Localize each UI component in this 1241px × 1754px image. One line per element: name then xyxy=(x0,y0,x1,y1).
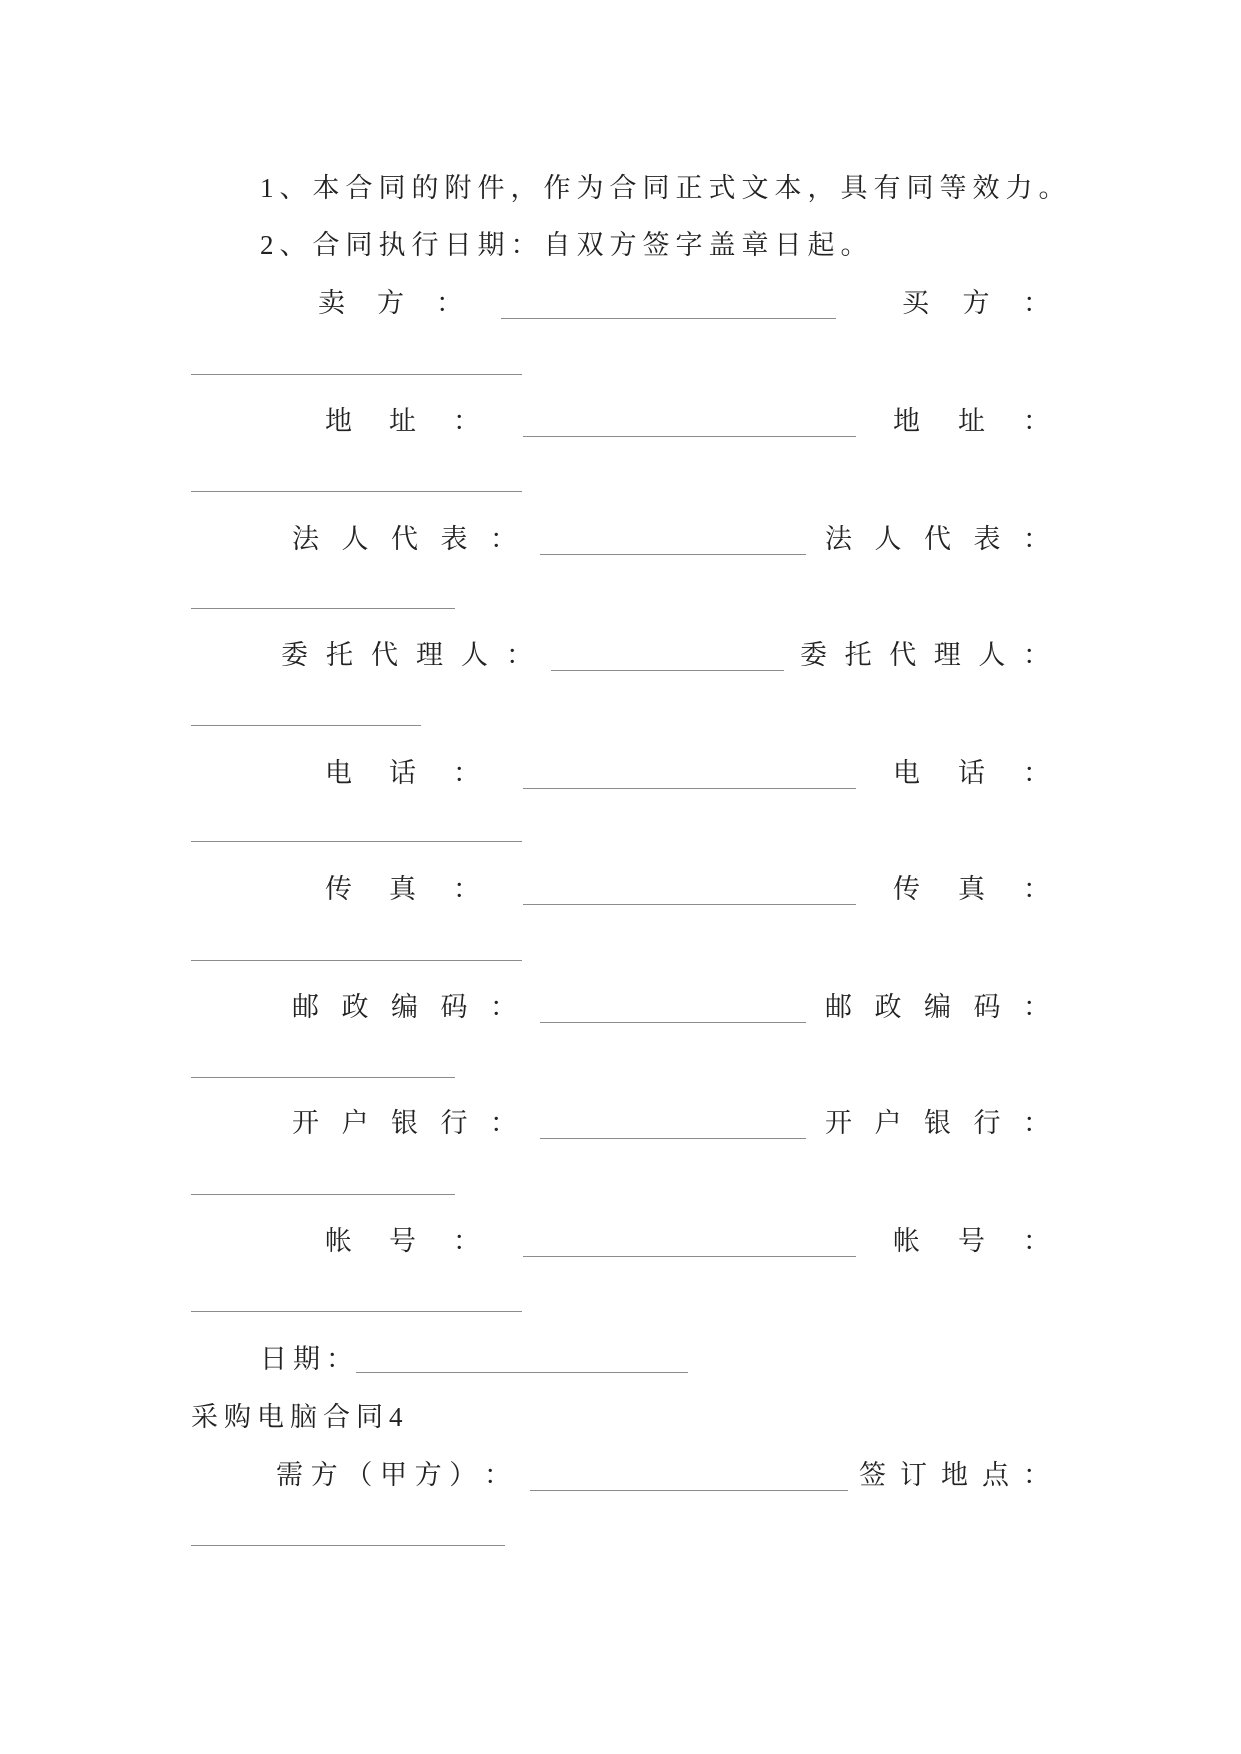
bank-row xyxy=(0,1105,1241,1141)
demander-row xyxy=(0,1457,1241,1493)
label-char: 人 xyxy=(978,640,1006,670)
label-char: 委 xyxy=(281,640,308,670)
label-char: 代 xyxy=(371,640,398,670)
label-char: 需 xyxy=(276,1460,303,1490)
label-char: 人 xyxy=(461,640,488,670)
label-char: 方 xyxy=(377,288,404,318)
phone-row xyxy=(0,755,1241,791)
label-char: 银 xyxy=(924,1108,951,1138)
label-char: ： xyxy=(1023,1108,1050,1138)
seller-legal-rep-blank xyxy=(540,554,806,555)
clause-1: 1、本合同的附件，作为合同正式文本，具有同等效力。 xyxy=(260,173,1072,203)
buyer-address-blank xyxy=(191,491,522,492)
label-char: ： xyxy=(490,992,517,1022)
label-char: 法 xyxy=(292,524,319,554)
label-char: 表 xyxy=(973,524,1001,554)
buyer-postcode-label xyxy=(825,989,1050,1025)
label-char: 址 xyxy=(389,406,416,436)
signing-place-label xyxy=(859,1457,1050,1493)
label-char: 号 xyxy=(389,1226,416,1256)
label-char: 点 xyxy=(982,1460,1009,1490)
label-char: 户 xyxy=(341,1108,369,1138)
label-char: 地 xyxy=(325,406,352,436)
label-char: ： xyxy=(490,524,517,554)
seller-agent-label xyxy=(281,637,533,673)
buyer-fax-label xyxy=(893,871,1050,907)
agent-row xyxy=(0,637,1241,673)
seller-name-blank xyxy=(501,318,836,319)
seller-address-blank xyxy=(523,436,856,437)
buyer-postcode-blank xyxy=(191,1077,455,1078)
label-char: 托 xyxy=(844,640,872,670)
label-char: 电 xyxy=(325,758,352,788)
label-char: 传 xyxy=(893,874,920,904)
label-char: ： xyxy=(1023,524,1050,554)
seller-fax-label xyxy=(325,871,480,907)
label-char: 码 xyxy=(973,992,1001,1022)
buyer-bank-label xyxy=(825,1105,1050,1141)
section-title: 采购电脑合同4 xyxy=(191,1402,409,1432)
label-char: ） xyxy=(449,1460,477,1490)
label-char: 委 xyxy=(800,640,827,670)
label-char: 编 xyxy=(924,992,951,1022)
fax-row xyxy=(0,871,1241,907)
label-char: 邮 xyxy=(825,992,852,1022)
buyer-phone-label xyxy=(893,755,1050,791)
buyer-address-label xyxy=(893,403,1050,439)
label-char: 政 xyxy=(341,992,369,1022)
label-char: 址 xyxy=(958,406,985,436)
buyer-name-blank xyxy=(191,374,522,375)
signing-place-blank xyxy=(191,1545,505,1546)
buyer-account-label xyxy=(893,1223,1050,1259)
label-char: 人 xyxy=(874,524,902,554)
seller-phone-label xyxy=(325,755,480,791)
label-char: ： xyxy=(506,640,533,670)
label-char: 开 xyxy=(825,1108,852,1138)
label-char: 法 xyxy=(825,524,852,554)
address-row xyxy=(0,403,1241,439)
label-char: 甲 xyxy=(379,1460,407,1490)
label-char: 理 xyxy=(416,640,443,670)
label-char: 话 xyxy=(389,758,416,788)
label-char: 方 xyxy=(310,1460,338,1490)
label-char: ： xyxy=(453,1226,480,1256)
label-char: 方 xyxy=(414,1460,442,1490)
postcode-row xyxy=(0,989,1241,1025)
label-char: 帐 xyxy=(325,1226,352,1256)
legal-rep-row xyxy=(0,521,1241,557)
buyer-legal-rep-blank xyxy=(191,608,455,609)
label-char: 人 xyxy=(341,524,369,554)
label-char: 政 xyxy=(874,992,902,1022)
label-char: 邮 xyxy=(292,992,319,1022)
label-char: ： xyxy=(1023,288,1050,318)
buyer-legal-rep-label xyxy=(825,521,1050,557)
label-char: ： xyxy=(1023,758,1050,788)
buyer-agent-label xyxy=(800,637,1050,673)
label-char: 方 xyxy=(962,288,990,318)
seller-account-label xyxy=(325,1223,480,1259)
buyer-bank-blank xyxy=(191,1194,455,1195)
label-char: 号 xyxy=(958,1226,985,1256)
label-char: 代 xyxy=(889,640,917,670)
label-char: 订 xyxy=(900,1460,927,1490)
label-char: 卖 xyxy=(318,288,345,318)
seller-address-label xyxy=(325,403,480,439)
demander-label xyxy=(276,1457,511,1493)
label-char: 签 xyxy=(859,1460,886,1490)
label-char: ： xyxy=(1023,406,1050,436)
label-char: 托 xyxy=(326,640,353,670)
seller-bank-blank xyxy=(540,1138,806,1139)
date-label: 日期： xyxy=(260,1344,359,1374)
label-char: 开 xyxy=(292,1108,319,1138)
buyer-name-label xyxy=(902,285,1050,321)
seller-legal-rep-label xyxy=(292,521,517,557)
label-char: ： xyxy=(1023,1226,1050,1256)
label-char: 银 xyxy=(391,1108,418,1138)
label-char: ： xyxy=(1022,640,1050,670)
label-char: ： xyxy=(453,874,480,904)
label-char: 真 xyxy=(389,874,416,904)
buyer-agent-blank xyxy=(191,725,421,726)
label-char: ： xyxy=(453,406,480,436)
label-char: ： xyxy=(436,288,463,318)
label-char: 码 xyxy=(440,992,468,1022)
demander-blank xyxy=(530,1490,848,1491)
seller-postcode-label xyxy=(292,989,517,1025)
seller-fax-blank xyxy=(523,904,856,905)
label-char: 电 xyxy=(893,758,920,788)
seller-account-blank xyxy=(523,1256,856,1257)
label-char: ： xyxy=(1023,1460,1050,1490)
label-char: 行 xyxy=(440,1108,468,1138)
label-char: 帐 xyxy=(893,1226,920,1256)
buyer-fax-blank xyxy=(191,960,522,961)
label-char: 户 xyxy=(874,1108,902,1138)
label-char: 买 xyxy=(902,288,929,318)
seller-phone-blank xyxy=(523,788,856,789)
label-char: 行 xyxy=(973,1108,1001,1138)
seller-agent-blank xyxy=(551,670,784,671)
label-char: ： xyxy=(1023,992,1050,1022)
label-char: 代 xyxy=(924,524,951,554)
label-char: ： xyxy=(453,758,480,788)
label-char: （ xyxy=(345,1460,373,1490)
clause-2: 2、合同执行日期：自双方签字盖章日起。 xyxy=(260,230,874,260)
seller-postcode-blank xyxy=(540,1022,806,1023)
account-row xyxy=(0,1223,1241,1259)
label-char: 地 xyxy=(941,1460,968,1490)
label-char: 地 xyxy=(893,406,920,436)
label-char: 话 xyxy=(958,758,985,788)
label-char: 表 xyxy=(440,524,468,554)
buyer-phone-blank xyxy=(191,841,522,842)
label-char: ： xyxy=(1023,874,1050,904)
label-char: 编 xyxy=(391,992,418,1022)
label-char: 传 xyxy=(325,874,352,904)
party-name-row xyxy=(0,285,1241,321)
label-char: 真 xyxy=(958,874,985,904)
date-blank xyxy=(356,1372,688,1373)
seller-name-label xyxy=(318,285,463,321)
buyer-account-blank xyxy=(191,1311,522,1312)
label-char: 理 xyxy=(933,640,961,670)
label-char: 代 xyxy=(391,524,418,554)
seller-bank-label xyxy=(292,1105,517,1141)
label-char: ： xyxy=(483,1460,511,1490)
label-char: ： xyxy=(490,1108,517,1138)
